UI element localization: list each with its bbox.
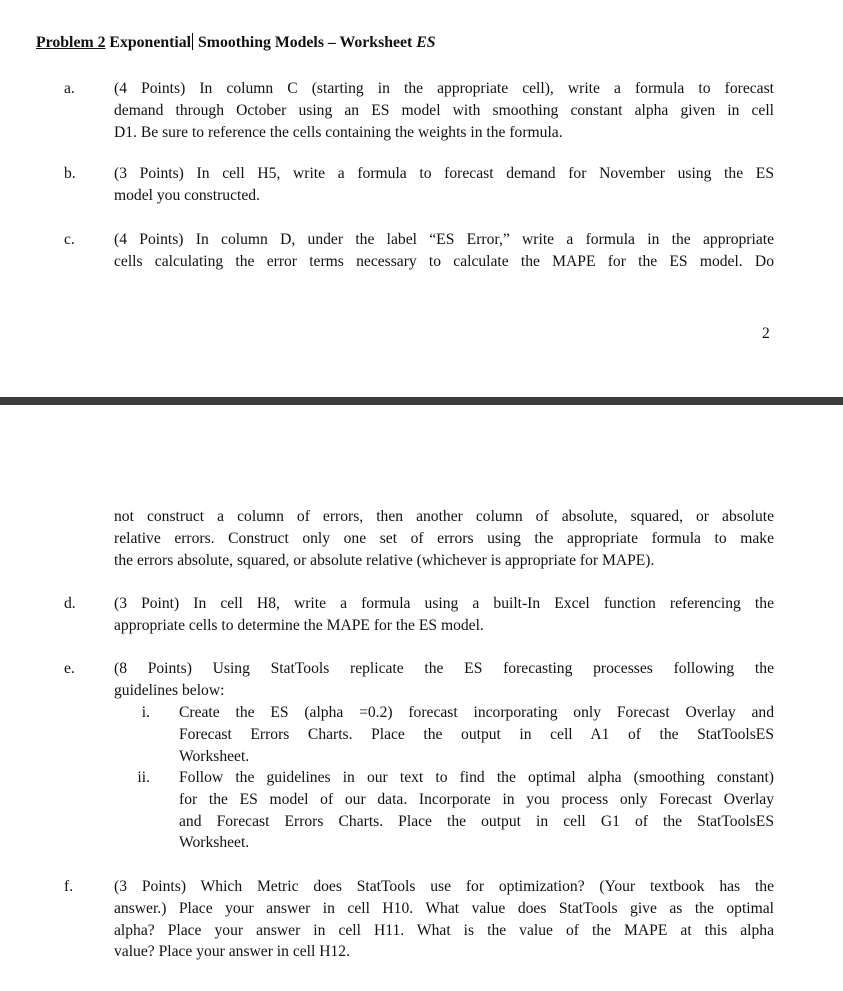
item-e-text: (8 Points) Using StatTools replicate the ES forecasting processes following the guidelines below: bbox=[114, 660, 774, 699]
page-number: 2 bbox=[762, 325, 770, 342]
problem-number: Problem 2 bbox=[36, 34, 106, 51]
subitem-i-text: Create the ES (alpha =0.2) forecast incorporating only Forecast Overlay and Forecast Errors Charts. Place the output in cell A1 of the StatToolsES Worksheet. bbox=[179, 704, 774, 765]
item-b-text: (3 Points) In cell H5, write a formula to forecast demand for November using the ES model you constructed. bbox=[114, 165, 774, 204]
item-c-continuation: not construct a column of errors, then another column of absolute, squared, or absolute relative errors. Construct only one set of errors using the appropriate formula to make the errors absolute, squared, or absolute relative (whichever is appropriate for MAPE). bbox=[114, 508, 774, 569]
text-cursor bbox=[192, 33, 193, 50]
page-title: Problem 2 Exponential Smoothing Models – Worksheet ES bbox=[36, 34, 436, 51]
item-d-text: (3 Point) In cell H8, write a formula using a built-In Excel function referencing the appropriate cells to determine the MAPE for the ES model. bbox=[114, 595, 774, 634]
item-f-text: (3 Points) Which Metric does StatTools use for optimization? (Your textbook has the answer.) Place your answer in cell H10. What value does StatTools give as the optimal alpha? Place your answer in cell H11. What is the value of the MAPE at this alpha value? Place your answer in cell H12. bbox=[114, 878, 774, 961]
item-a-text: (4 Points) In column C (starting in the appropriate cell), write a formula to forecast demand through October using an ES model with smoothing constant alpha given in cell D1. Be sure to reference the cells containing the weights in the formula. bbox=[114, 80, 774, 141]
subitem-i-number: i. bbox=[141, 704, 150, 721]
worksheet-name: ES bbox=[416, 34, 436, 51]
page-break-divider bbox=[0, 397, 843, 405]
subitem-ii-number: ii. bbox=[137, 769, 150, 786]
item-c-letter: c. bbox=[64, 231, 75, 248]
item-d-letter: d. bbox=[64, 595, 76, 612]
item-b-letter: b. bbox=[64, 165, 76, 182]
item-e-letter: e. bbox=[64, 660, 75, 677]
item-c-text: (4 Points) In column D, under the label “ES Error,” write a formula in the appropriate cells calculating the error terms necessary to calculate the MAPE for the ES model. Do bbox=[114, 231, 774, 270]
subitem-ii-text: Follow the guidelines in our text to find the optimal alpha (smoothing constant) for the ES model of our data. Incorporate in you process only Forecast Overlay and Forecast Errors Charts. Place the output in cell G1 of the StatToolsES Worksheet. bbox=[179, 769, 774, 852]
item-f-letter: f. bbox=[64, 878, 74, 895]
item-a-letter: a. bbox=[64, 80, 75, 97]
